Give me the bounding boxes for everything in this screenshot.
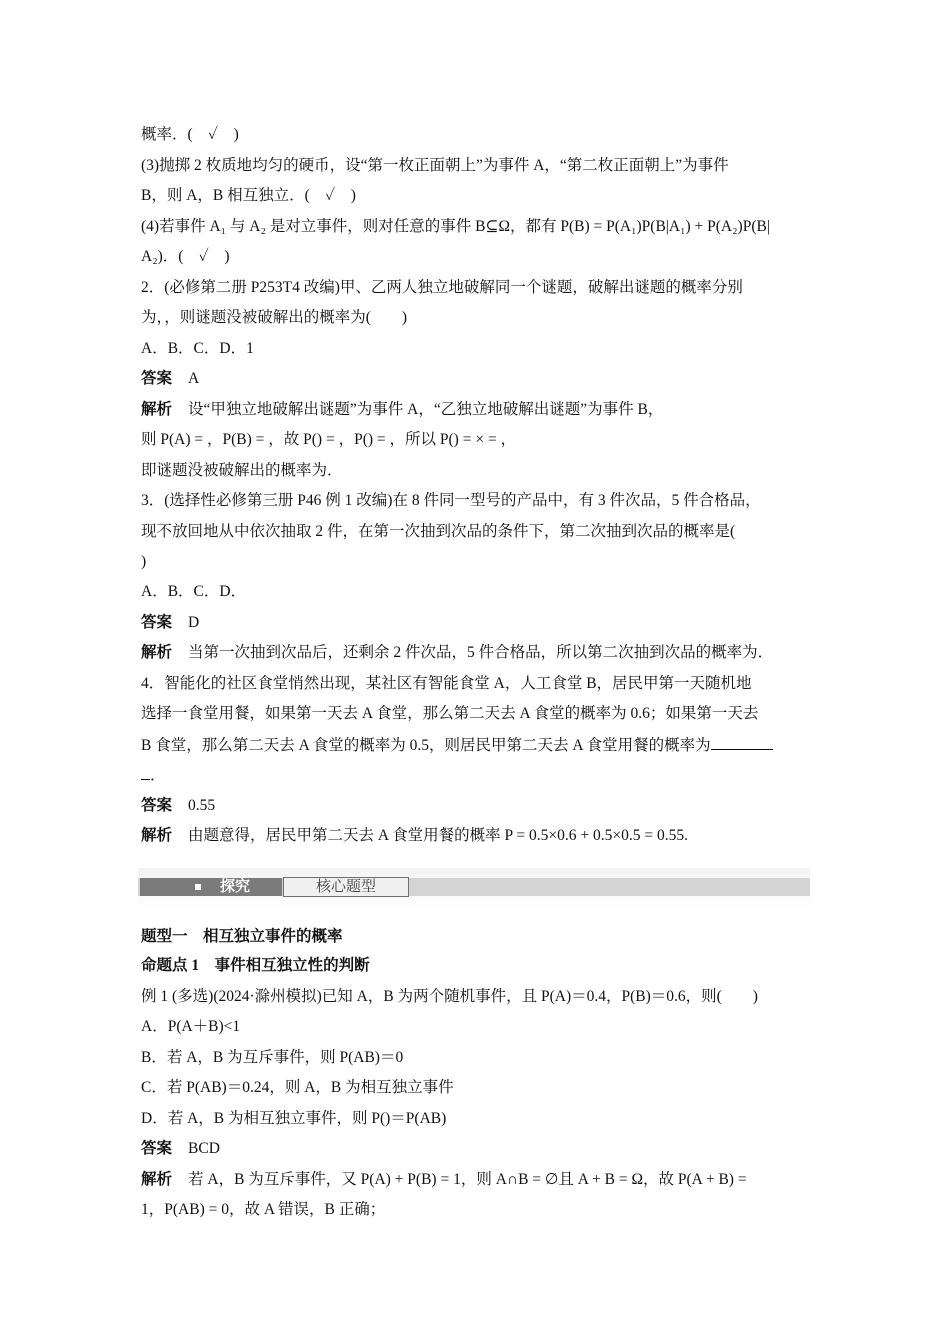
answer-line [141,1139,809,1159]
explore-tag [140,878,282,896]
text-line [141,735,809,756]
question-4: 4．智能化的社区食堂悄然出现，某社区有智能食堂 A，人工食堂 B，居民甲第一天随机地 [141,675,752,692]
answer-line [141,613,809,633]
choices: A．B．C．D． [141,583,247,600]
answer-line [141,796,809,816]
text-line: 为，，则谜题没被破解出的概率为( ) [141,309,408,326]
text-line: 即谜题没被破解出的概率为． [141,462,343,479]
analysis-line [141,643,809,663]
explore-label: 探究 [220,878,251,895]
text-line [141,765,809,786]
answer-label: 答案 [141,370,173,387]
text-line: 则 P(A) = ，P(B) = ，故 P() = ，P() = ，所以 P() = × = ， [141,431,517,448]
text-line: 选择一食堂用餐，如果第一天去 A 食堂，那么第二天去 A 食堂的概率为 0.6；如果第一天去 [141,705,759,722]
text-line: A₂)．( ✓ ) [141,248,230,265]
text-line: ) [141,553,147,570]
text-line: 现不放回地从中依次抽取 2 件，在第一次抽到次品的条件下，第二次抽到次品的概率是( [141,523,736,540]
text-line: (4)若事件 A₁ 与 A₂ 是对立事件，则对任意的事件 B⊆Ω，都有 P(B) = P(A₁)P(B|A₁) + P(A₂)P(B| [141,218,770,235]
answer-value: D [188,614,200,631]
answer-value: BCD [188,1140,220,1157]
text-line: (3)抛掷 2 枚质地均匀的硬币，设“第一枚正面朝上”为事件 A，“第二枚正面朝上”为事件 [141,157,729,174]
option-a: A．P(A＋B)<1 [141,1018,241,1035]
text-fragment: B 食堂，那么第二天去 A 食堂的概率为 0.5，则居民甲第二天去 A 食堂用餐的概率为 [141,737,711,754]
text-line: 1，P(AB) = 0，故 A 错误，B 正确； [141,1201,386,1218]
subsection-heading: 命题点 1 事件相互独立性的判断 [141,957,370,974]
option-b: B．若 A，B 为互斥事件，则 P(AB)＝0 [141,1049,404,1066]
analysis-label: 解析 [141,644,173,661]
analysis-label: 解析 [141,1171,173,1188]
analysis-line [141,1170,809,1190]
answer-value: 0.55 [188,797,216,814]
analysis-line [141,826,809,846]
option-c: C．若 P(AB)＝0.24，则 A，B 为相互独立事件 [141,1079,454,1096]
analysis-text: 当第一次抽到次品后，还剩余 2 件次品，5 件合格品，所以第二次抽到次品的概率为． [188,644,774,661]
analysis-label: 解析 [141,401,173,418]
analysis-text: 设“甲独立地破解出谜题”为事件 A，“乙独立地破解出谜题”为事件 B， [188,401,664,418]
section-heading: 题型一 相互独立事件的概率 [141,928,343,945]
square-icon [195,884,201,890]
text-line: 概率．( ✓ ) [141,126,239,143]
answer-line [141,369,809,389]
analysis-text: 由题意得，居民甲第二天去 A 食堂用餐的概率 P = 0.5×0.6 + 0.5×0.5 = 0.55. [188,827,688,844]
answer-label: 答案 [141,1140,173,1157]
question-3: 3．(选择性必修第三册 P46 例 1 改编)在 8 件同一型号的产品中，有 3 件次品，5 件合格品， [141,492,761,509]
choices: A．B．C．D．1 [141,340,254,357]
option-d: D．若 A，B 为相互独立事件，则 P()＝P(AB) [141,1110,447,1127]
example-1: 例 1 (多选)(2024·滁州模拟)已知 A，B 为两个随机事件，且 P(A)＝0.4，P(B)＝0.6，则( ) [141,988,758,1005]
section-banner [138,868,810,912]
question-2: 2．(必修第二册 P253T4 改编)甲、乙两人独立地破解同一个谜题，破解出谜题的概率分别 [141,279,743,296]
analysis-label: 解析 [141,827,173,844]
analysis-text: 若 A，B 为互斥事件，又 P(A) + P(B) = 1，则 A∩B = ∅且 A + B = Ω，故 P(A + B) = [188,1171,747,1188]
answer-label: 答案 [141,797,173,814]
text-line: B，则 A，B 相互独立．( ✓ ) [141,187,356,204]
fill-blank [141,765,150,780]
analysis-line [141,400,809,420]
core-types-tag: 核心题型 [283,877,409,897]
answer-label: 答案 [141,614,173,631]
text-fragment: ． [150,767,166,784]
answer-value: A [188,370,200,387]
fill-blank [711,735,773,750]
